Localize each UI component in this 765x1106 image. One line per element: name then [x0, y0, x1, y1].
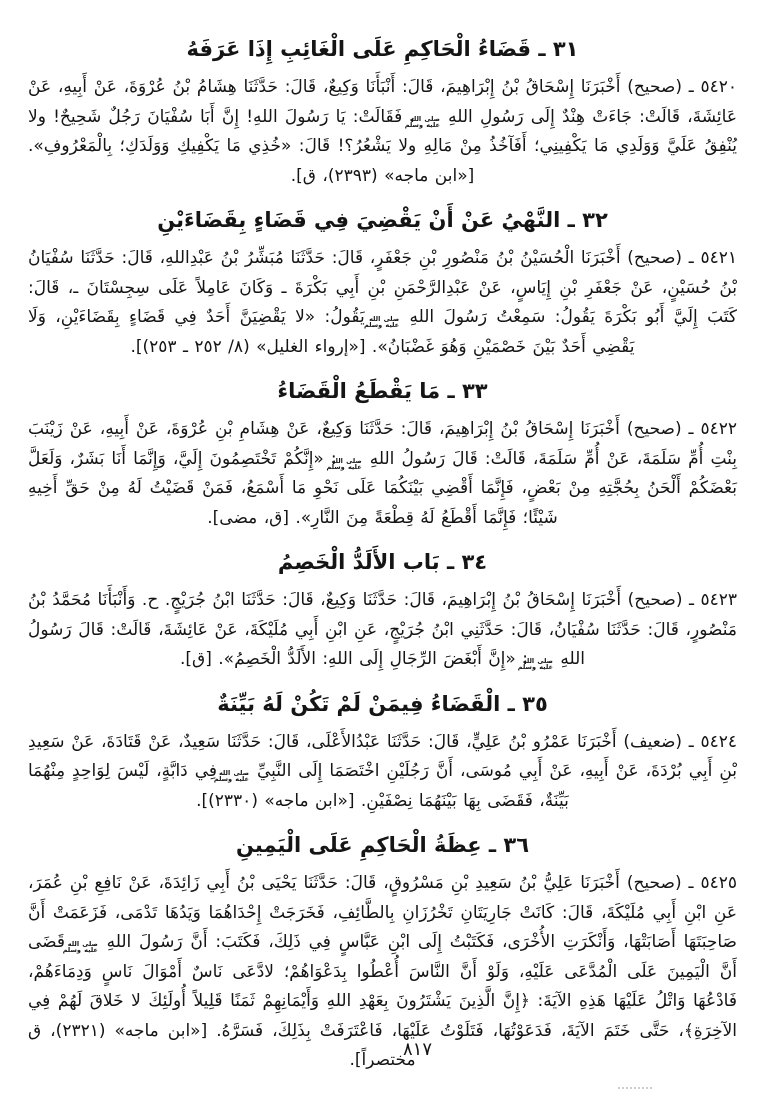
hadith-paragraph: ٥٤٢٠ ـ (صحيح) أَخْبَرَنَا إِسْحَاقُ بْنُ إِبْرَاهِيمَ، قَالَ: أَنْبَأَنَا وَكِيعٌ، قَالَ: حَدَّثَنَا هِشَامُ بْنُ عُرْوَةَ، عَنْ أَبِيهِ، عَنْ عَائِشَةَ، قَالَتْ: جَاءَتْ هِنْدٌ إِلَى رَسُولِ اللهِ صلى الله عليه وسلم ، فَقَالَتْ: يَا رَسُولَ اللهِ! إِنَّ أَبَا سُفْيَانَ رَجُلٌ شَحِيحٌ! ولا يُنْفِقُ عَلَيَّ وَوَلَدِي مَا يَكْفِينِي؛ أَفَآخُذُ مِنْ مَالِهِ ولا يَشْعُرُ؟! قَالَ: «خُذِي مَا يَكْفِيكِ وَوَلَدَكِ؛ بِالْمَعْرُوفِ». [«ابن ماجه» (٢٣٩٣)، ق]. — [28, 77, 737, 186]
book-page — [28, 0, 737, 1106]
hadith-paragraph: ٥٤٢٥ ـ (صحيح) أَخْبَرَنَا عَلِيُّ بْنُ سَعِيدِ بْنِ مَسْرُوقٍ، قَالَ: حَدَّثَنَا يَحْيَى بْنُ أَبِي زَائِدَةَ، عَنْ نَافِعِ بْنِ عُمَرَ، عَنِ ابْنِ أَبِي مُلَيْكَةَ، قَالَ: كَانَتْ جَارِيَتَانِ تَخْرُزَانِ بِالطَّائِفِ، فَخَرَجَتْ إِحْدَاهُمَا وَيَدُهَا تَدْمَى، فَزَعَمَتْ أَنَّ صَاحِبَتَهَا أَصَابَتْهَا، وَأَنْكَرَتِ الأُخْرَى، فَكَتَبْتُ إِلَى ابْنِ عَبَّاسٍ فِي ذَلِكَ، فَكَتَبَ: أَنَّ رَسُولَ اللهِ صلى الله عليه وسلم قَضَى أَنَّ الْيَمِينَ عَلَى الْمُدَّعَى عَلَيْهِ، وَلَوْ أَنَّ النَّاسَ أُعْطُوا بِدَعْوَاهُمْ؛ لادَّعَى نَاسٌ أَمْوَالَ نَاسٍ وَدِمَاءَهُمْ، فَادْعُهَا وَاتْلُ عَلَيْهَا هَذِهِ الآيَةَ: ﴿إِنَّ الَّذِينَ يَشْتَرُونَ بِعَهْدِ اللهِ وَأَيْمَانِهِمْ ثَمَنًا قَلِيلاً أُولَئِكَ لا خَلاقَ لَهُمْ فِي الآخِرَةِ﴾، حَتَّى خَتَمَ الآيَةَ، فَدَعَوْتُهَا، فَتَلَوْتُ عَلَيْهَا، فَاعْتَرَفَتْ بِذَلِكَ، فَسَرَّهُ. [«ابن ماجه» (٢٣٢١)، ق مختصراً]. — [28, 873, 737, 1070]
chapter-section-31 — [28, 34, 737, 191]
chapter-heading: ٣٦ ـ عِظَةُ الْحَاكِمِ عَلَى الْيَمِينِ — [235, 833, 530, 857]
chapter-section-34 — [28, 547, 737, 675]
pbuh-honorific-icon: صلى الله عليه وسلم — [363, 315, 400, 329]
chapter-heading: ٣٢ ـ النَّهْيُ عَنْ أَنْ يَقْضِيَ فِي قَضَاءٍ بِقَضَاءَيْنِ — [157, 208, 608, 232]
hadith-paragraph: ٥٤٢٢ ـ (صحيح) أَخْبَرَنَا إِسْحَاقُ بْنُ إِبْرَاهِيمَ، قَالَ: حَدَّثَنَا وَكِيعٌ، عَنْ هِشَامِ بْنِ عُرْوَةَ، عَنْ أَبِيهِ، عَنْ زَيْنَبَ بِنْتِ أُمِّ سَلَمَةَ، عَنْ أُمِّ سَلَمَةَ، قَالَتْ: قَالَ رَسُولُ اللهِ صلى الله عليه وسلم : «إِنَّكُمْ تَخْتَصِمُونَ إِلَيَّ، وَإِنَّمَا أَنَا بَشَرٌ، وَلَعَلَّ بَعْضَكُمْ أَلْحَنُ بِحُجَّتِهِ مِنْ بَعْضٍ، فَإِنَّمَا أَقْضِي بَيْنَكُمَا عَلَى نَحْوِ مَا أَسْمَعُ، فَمَنْ قَضَيْتُ لَهُ مِنْ حَقِّ أَخِيهِ شَيْئًا؛ فَإِنَّمَا أَقْطَعُ لَهُ قِطْعَةً مِنَ النَّارِ». [ق، مضى]. — [28, 419, 737, 528]
pbuh-honorific-icon: صلى الله عليه وسلم — [326, 456, 362, 471]
pbuh-honorific-icon: صلى الله عليه وسلم — [62, 940, 98, 954]
chapter-section-32 — [28, 205, 737, 362]
chapter-heading: ٣٥ ـ الْقَضَاءُ فِيمَنْ لَمْ تَكُنْ لَهُ بَيِّنَةٌ — [217, 691, 548, 716]
pbuh-honorific-icon: صلى الله عليه وسلم — [517, 657, 553, 671]
pbuh-honorific-icon: صلى الله عليه وسلم — [404, 114, 440, 129]
hadith-paragraph: ٥٤٢٣ ـ (صحيح) أَخْبَرَنَا إِسْحَاقُ بْنُ إِبْرَاهِيمَ، قَالَ: حَدَّثَنَا وَكِيعٌ، قَالَ: حَدَّثَنَا ابْنُ جُرَيْجٍ. ح. وَأَنْبَأَنَا مُحَمَّدُ بْنُ مَنْصُورٍ، قَالَ: حَدَّثَنَا سُفْيَانُ، قَالَ: حَدَّثَنِي ابْنُ جُرَيْجٍ، عَنِ ابْنِ أَبِي مُلَيْكَةَ، عَنْ عَائِشَةَ، قَالَتْ: قَالَ رَسُولُ اللهِ صلى الله عليه وسلم : «إِنَّ أَبْغَضَ الرِّجَالِ إِلَى اللهِ: الأَلَدُّ الْخَصِمُ». [ق]. — [28, 590, 737, 671]
chapter-heading: ٣٤ ـ بَاب الأَلَدُّ الْخَصِمُ — [277, 550, 488, 574]
chapter-heading: ٣٣ ـ مَا يَقْطَعُ الْقَضَاءُ — [277, 379, 488, 403]
hadith-paragraph: ٥٤٢٤ ـ (ضعيف) أَخْبَرَنَا عَمْرُو بْنُ عَلِيٍّ، قَالَ: حَدَّثَنَا عَبْدُالأَعْلَى، قَالَ: حَدَّثَنَا سَعِيدٌ، عَنْ قَتَادَةَ، عَنْ سَعِيدِ بْنِ أَبِي بُرْدَةَ، عَنْ أَبِيهِ، عَنْ أَبِي مُوسَى، أَنَّ رَجُلَيْنِ اخْتَصَمَا إِلَى النَّبِيِّ صلى الله عليه وسلم فِي دَابَّةٍ، لَيْسَ لِوَاحِدٍ مِنْهُمَا بَيِّنَةٌ، فَقَضَى بِهَا بَيْنَهُمَا نِصْفَيْنِ. [«ابن ماجه» (٢٣٣٠)]. — [28, 731, 737, 811]
chapter-section-35 — [28, 689, 737, 817]
scan-noise-artifact — [618, 1087, 652, 1089]
chapter-heading: ٣١ ـ قَضَاءُ الْحَاكِمِ عَلَى الْغَائِبِ إِذَا عَرَفَهُ — [186, 37, 579, 61]
pbuh-honorific-icon: صلى الله عليه وسلم — [213, 769, 249, 783]
hadith-paragraph: ٥٤٢١ ـ (صحيح) أَخْبَرَنَا الْحُسَيْنُ بْنُ مَنْصُورِ بْنِ جَعْفَرٍ، قَالَ: حَدَّثَنَا مُبَشِّرُ بْنُ عَبْدِاللهِ، قَالَ: حَدَّثَنَا سُفْيَانُ بْنُ حُسَيْنٍ، عَنْ جَعْفَرِ بْنِ إِيَاسٍ، عَنْ عَبْدِالرَّحْمَنِ بْنِ أَبِي بَكْرَةَ ـ وَكَانَ عَامِلاً عَلَى سِجِسْتَانَ ـ، قَالَ: كَتَبَ إِلَيَّ أَبُو بَكْرَةَ يَقُولُ: سَمِعْتُ رَسُولَ اللهِ صلى الله عليه وسلم يَقُولُ: «لا يَقْضِيَنَّ أَحَدٌ فِي قَضَاءٍ بِقَضَاءَيْنِ، وَلَا يَقْضِي أَحَدٌ بَيْنَ خَصْمَيْنِ وَهُوَ غَضْبَانُ». [«إرواء الغليل» (٨/ ٢٥٢ ـ ٢٥٣)]. — [28, 248, 737, 357]
chapter-section-33 — [28, 376, 737, 533]
page-number: ٨١٧ — [402, 1039, 432, 1060]
